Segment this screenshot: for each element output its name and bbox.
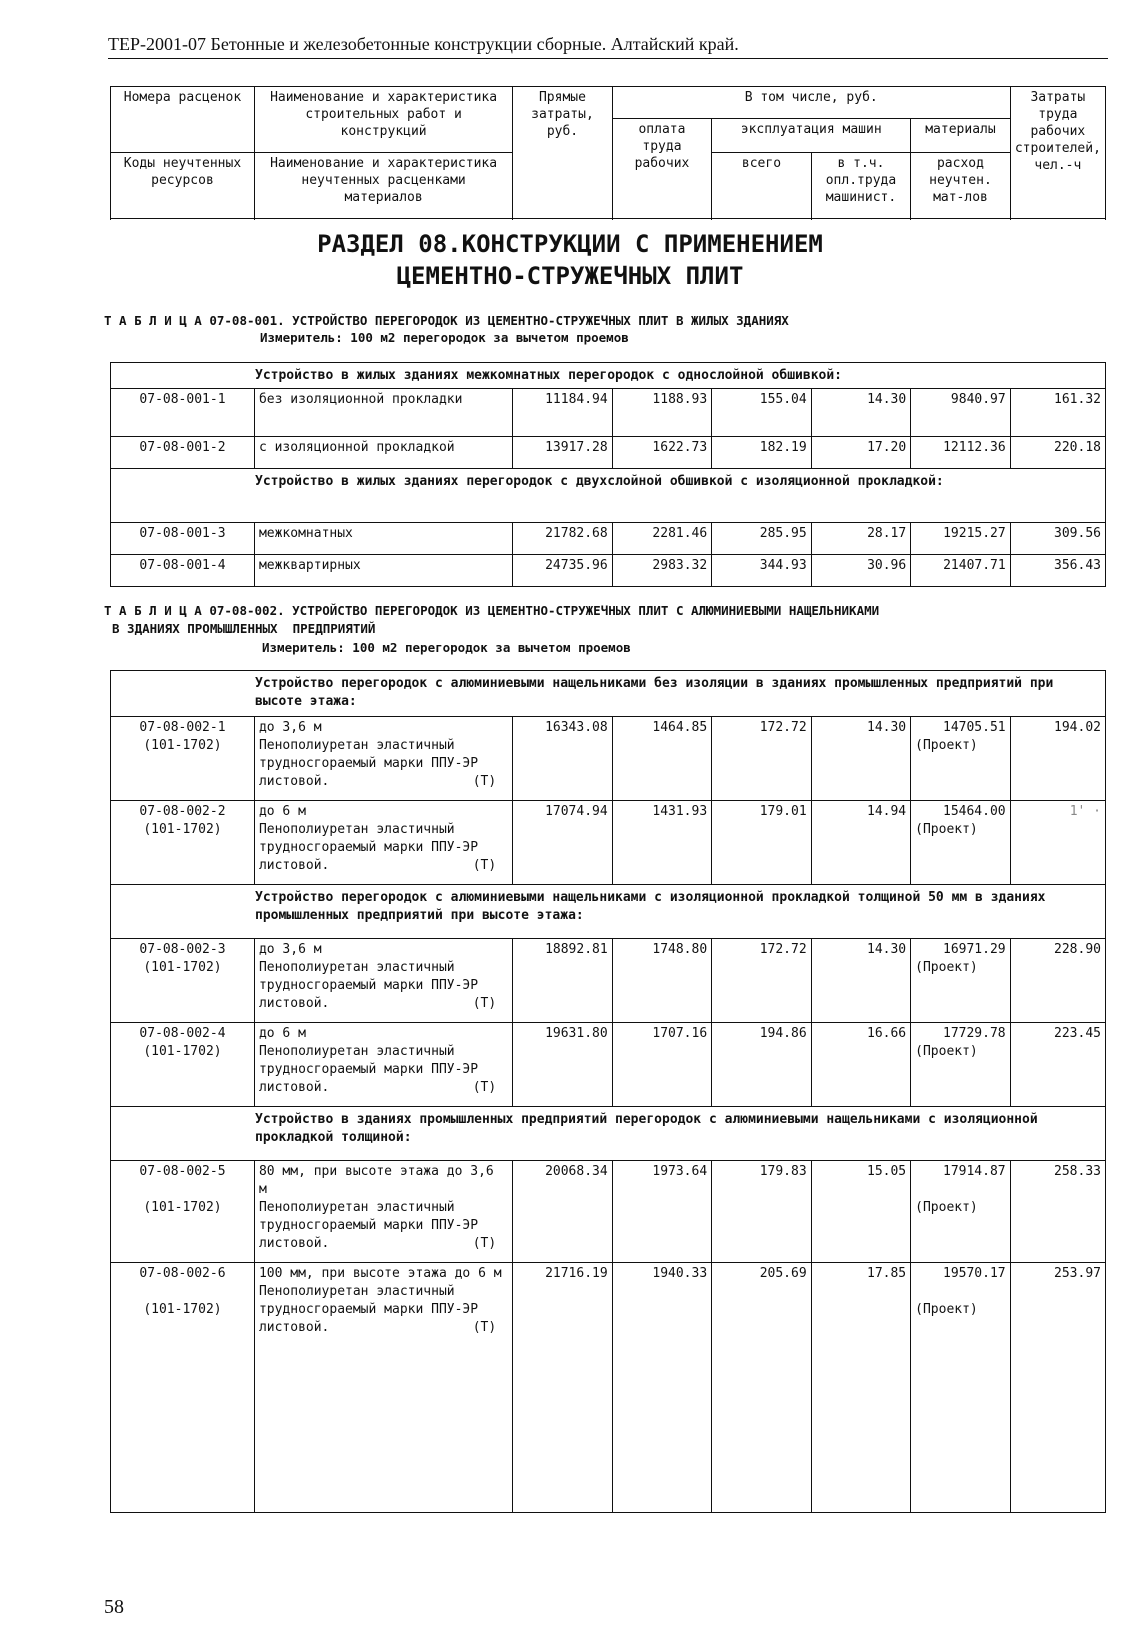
- row-mat: 16971.29: [943, 942, 1006, 957]
- material-name: Пенополиуретан эластичный трудносгораемый марки ППУ-ЭР листовой.: [258, 822, 479, 873]
- row-mach-labor: 17.20: [811, 437, 911, 469]
- row-mach: 344.93: [712, 555, 812, 587]
- row-mat: 19570.17: [943, 1266, 1006, 1281]
- row-hours: 309.56: [1010, 523, 1105, 555]
- row-name: межкомнатных: [254, 523, 512, 555]
- proekt-label: (Проект): [915, 822, 978, 837]
- table-07-08-001: [110, 362, 1106, 587]
- row-labor: 1707.16: [612, 1023, 711, 1107]
- row-mat: 19215.27: [911, 523, 1011, 555]
- row-code: 07-08-002-6: [139, 1266, 226, 1281]
- table1-measure: Измеритель: 100 м2 перегородок за вычетом проемов: [260, 330, 629, 345]
- row-mat: 15464.00: [943, 804, 1006, 819]
- col-materialy: материалы: [911, 119, 1011, 153]
- table2-caption-1: Т А Б Л И Ц А 07-08-002. УСТРОЙСТВО ПЕРЕГОРОДОК ИЗ ЦЕМЕНТНО-СТРУЖЕЧНЫХ ПЛИТ С АЛЮМИНИЕВЫМИ НАЩЕЛЬНИКАМИ: [104, 603, 880, 618]
- row-labor: 1431.93: [612, 801, 711, 885]
- row-labor: 1973.64: [612, 1161, 711, 1263]
- t-mark: (Т): [472, 996, 497, 1011]
- row-direct: 13917.28: [513, 437, 613, 469]
- row-direct: 20068.34: [513, 1161, 612, 1263]
- col-kody: Коды неучтенных ресурсов: [111, 153, 255, 219]
- row-mach: 172.72: [712, 717, 811, 801]
- row-mach-labor: 28.17: [811, 523, 911, 555]
- row-mach-labor: 14.30: [811, 717, 910, 801]
- col-v-tom-chisle: В том числе, руб.: [612, 87, 1010, 119]
- row-mach-labor: 16.66: [811, 1023, 910, 1107]
- row-hours: 161.32: [1010, 389, 1105, 437]
- col-ekspl: эксплуатация машин: [712, 119, 911, 153]
- row-name: межквартирных: [254, 555, 512, 587]
- proekt-label: (Проект): [915, 1302, 978, 1317]
- row-hours: 228.90: [1010, 939, 1105, 1023]
- row-mach: 285.95: [712, 523, 812, 555]
- row-mach: 179.83: [712, 1161, 811, 1263]
- t-mark: (Т): [472, 1320, 497, 1335]
- table2-caption-2: В ЗДАНИЯХ ПРОМЫШЛЕННЫХ ПРЕДПРИЯТИЙ: [112, 621, 376, 636]
- page-number: 58: [104, 1596, 124, 1618]
- material-name: Пенополиуретан эластичный трудносгораемый марки ППУ-ЭР листовой.: [258, 738, 479, 789]
- row-code: 07-08-002-5: [139, 1164, 226, 1179]
- row-mat: 17729.78: [943, 1026, 1006, 1041]
- row-code: 07-08-002-2: [139, 804, 226, 819]
- row-direct: 18892.81: [513, 939, 612, 1023]
- row-name: с изоляционной прокладкой: [254, 437, 512, 469]
- resource-code: (101-1702): [143, 822, 222, 837]
- row-direct: 19631.80: [513, 1023, 612, 1107]
- row-labor: 2983.32: [612, 555, 712, 587]
- t-mark: (Т): [472, 1080, 497, 1095]
- row-hours: 253.97: [1010, 1263, 1105, 1513]
- table-row: [111, 1023, 1106, 1107]
- row-labor: 1622.73: [612, 437, 712, 469]
- table2-measure: Измеритель: 100 м2 перегородок за вычетом проемов: [262, 640, 631, 655]
- row-hours: 194.02: [1010, 717, 1105, 801]
- col-vsego: всего: [712, 153, 812, 219]
- table-row: [111, 555, 1106, 587]
- row-labor: 1188.93: [612, 389, 712, 437]
- row-direct: 17074.94: [513, 801, 612, 885]
- table2-group2: Устройство перегородок с алюминиевыми нащельниками с изоляционной прокладкой толщиной 50 мм в зданиях промышленных предприятий при высоте этажа:: [111, 885, 1106, 939]
- table-row: [111, 389, 1106, 437]
- row-direct: 21782.68: [513, 523, 613, 555]
- row-mach-labor: 15.05: [811, 1161, 910, 1263]
- row-mach: 179.01: [712, 801, 811, 885]
- table-row: [111, 939, 1106, 1023]
- col-rashod: расход неучтен. мат-лов: [911, 153, 1011, 219]
- row-mach: 155.04: [712, 389, 812, 437]
- row-mach: 172.72: [712, 939, 811, 1023]
- col-pryamye: Прямые затраты, руб.: [513, 87, 613, 219]
- table-07-08-002: [110, 670, 1106, 1513]
- proekt-label: (Проект): [915, 1044, 978, 1059]
- table1-group2: Устройство в жилых зданиях перегородок с двухслойной обшивкой с изоляционной прокладкой:: [111, 469, 1106, 523]
- col-naim1: Наименование и характеристика строительных работ и конструкций: [254, 87, 512, 153]
- resource-code: (101-1702): [143, 960, 222, 975]
- col-oplata: оплата труда рабочих: [612, 119, 712, 219]
- row-labor: 1464.85: [612, 717, 711, 801]
- resource-code: (101-1702): [143, 1044, 222, 1059]
- material-name: Пенополиуретан эластичный трудносгораемый марки ППУ-ЭР листовой.: [258, 1284, 479, 1335]
- row-mach-labor: 17.85: [811, 1263, 910, 1513]
- col-naim2: Наименование и характеристика неучтенных расценками материалов: [254, 153, 512, 219]
- row-mach-labor: 14.30: [811, 389, 911, 437]
- row-code: 07-08-002-1: [139, 720, 226, 735]
- section-title-1: РАЗДЕЛ 08.КОНСТРУКЦИИ С ПРИМЕНЕНИЕМ: [317, 230, 823, 258]
- table-row: [111, 1263, 1106, 1513]
- row-direct: 11184.94: [513, 389, 613, 437]
- row-mach-labor: 14.94: [811, 801, 910, 885]
- t-mark: (Т): [472, 858, 497, 873]
- row-labor: 1748.80: [612, 939, 711, 1023]
- page-header: ТЕР-2001-07 Бетонные и железобетонные конструкции сборные. Алтайский край.: [108, 34, 739, 54]
- row-mach-labor: 14.30: [811, 939, 910, 1023]
- resource-code: (101-1702): [143, 738, 222, 753]
- material-name: Пенополиуретан эластичный трудносгораемый марки ППУ-ЭР листовой.: [258, 960, 479, 1011]
- column-header-table: [110, 86, 1106, 219]
- section-title-2: ЦЕМЕНТНО-СТРУЖЕЧНЫХ ПЛИТ: [396, 262, 744, 290]
- row-code: 07-08-001-2: [111, 437, 255, 469]
- table2-group1: Устройство перегородок с алюминиевыми нащельниками без изоляции в зданиях промышленных предприятий при высоте этажа:: [111, 671, 1106, 717]
- resource-code: (101-1702): [143, 1200, 222, 1215]
- col-zatraty: Затраты труда рабочих строителей, чел.-ч: [1010, 87, 1105, 219]
- row-name: до 3,6 м: [258, 942, 322, 957]
- material-name: Пенополиуретан эластичный трудносгораемый марки ППУ-ЭР листовой.: [258, 1200, 479, 1251]
- row-mat: 17914.87: [943, 1164, 1006, 1179]
- row-mat: 12112.36: [911, 437, 1011, 469]
- col-nomera: Номера расценок: [111, 87, 255, 153]
- row-name: до 6 м: [258, 1026, 306, 1041]
- row-name: 80 мм, при высоте этажа до 3,6 м: [258, 1164, 494, 1197]
- row-labor: 1940.33: [612, 1263, 711, 1513]
- table-row: [111, 1161, 1106, 1263]
- material-name: Пенополиуретан эластичный трудносгораемый марки ППУ-ЭР листовой.: [258, 1044, 479, 1095]
- t-mark: (Т): [472, 774, 497, 789]
- row-hours: 1' ·: [1010, 801, 1105, 885]
- row-mat: 21407.71: [911, 555, 1011, 587]
- row-hours: 258.33: [1010, 1161, 1105, 1263]
- row-code: 07-08-002-4: [139, 1026, 226, 1041]
- row-hours: 356.43: [1010, 555, 1105, 587]
- row-mach: 182.19: [712, 437, 812, 469]
- row-direct: 24735.96: [513, 555, 613, 587]
- proekt-label: (Проект): [915, 960, 978, 975]
- row-mat: 9840.97: [911, 389, 1011, 437]
- row-mach: 194.86: [712, 1023, 811, 1107]
- row-direct: 21716.19: [513, 1263, 612, 1513]
- row-mach-labor: 30.96: [811, 555, 911, 587]
- row-code: 07-08-002-3: [139, 942, 226, 957]
- row-hours: 223.45: [1010, 1023, 1105, 1107]
- table-row: [111, 523, 1106, 555]
- proekt-label: (Проект): [915, 1200, 978, 1215]
- row-hours: 220.18: [1010, 437, 1105, 469]
- table-row: [111, 717, 1106, 801]
- proekt-label: (Проект): [915, 738, 978, 753]
- row-name: до 3,6 м: [258, 720, 322, 735]
- row-labor: 2281.46: [612, 523, 712, 555]
- row-direct: 16343.08: [513, 717, 612, 801]
- row-mat: 14705.51: [943, 720, 1006, 735]
- table1-group1: Устройство в жилых зданиях межкомнатных перегородок с однослойной обшивкой:: [111, 363, 1106, 389]
- row-name: без изоляционной прокладки: [254, 389, 512, 437]
- table-row: [111, 437, 1106, 469]
- row-code: 07-08-001-3: [111, 523, 255, 555]
- row-name: до 6 м: [258, 804, 306, 819]
- table2-group3: Устройство в зданиях промышленных предприятий перегородок с алюминиевыми нащельниками с изоляционной прокладкой толщиной:: [111, 1107, 1106, 1161]
- table-row: [111, 801, 1106, 885]
- resource-code: (101-1702): [143, 1302, 222, 1317]
- header-rule: [108, 58, 1108, 59]
- row-mach: 205.69: [712, 1263, 811, 1513]
- row-name: 100 мм, при высоте этажа до 6 м: [258, 1266, 502, 1281]
- table1-caption: Т А Б Л И Ц А 07-08-001. УСТРОЙСТВО ПЕРЕГОРОДОК ИЗ ЦЕМЕНТНО-СТРУЖЕЧНЫХ ПЛИТ В ЖИЛЫХ ЗДАНИЯХ: [104, 313, 789, 328]
- col-vtch: в т.ч. опл.труда машинист.: [811, 153, 911, 219]
- t-mark: (Т): [472, 1236, 497, 1251]
- row-code: 07-08-001-1: [111, 389, 255, 437]
- row-code: 07-08-001-4: [111, 555, 255, 587]
